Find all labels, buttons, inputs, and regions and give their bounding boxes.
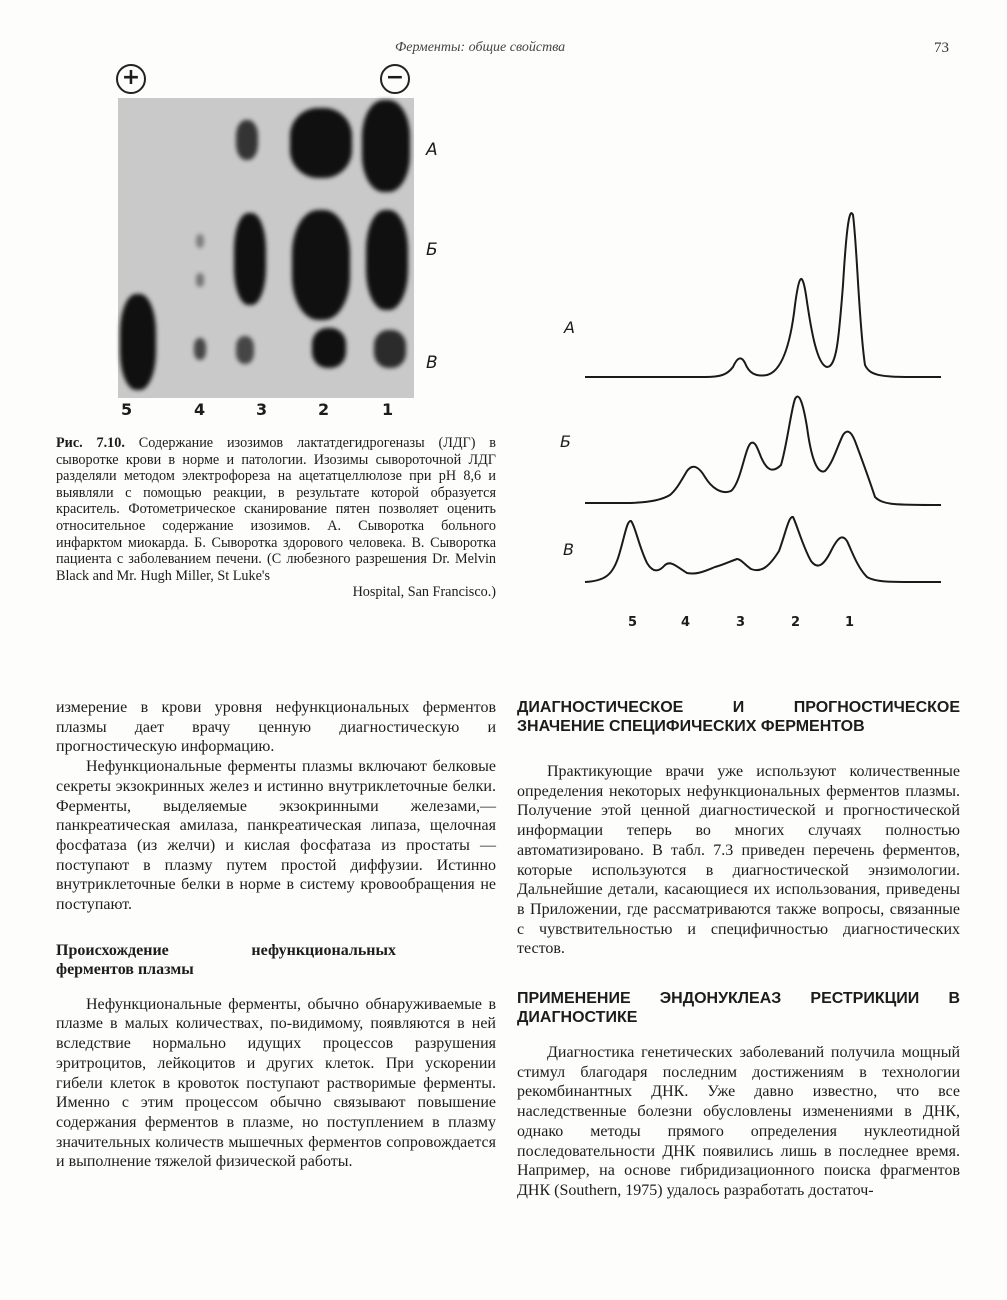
gel-band: [234, 213, 266, 305]
negative-electrode-icon: −: [380, 64, 410, 94]
densitometer-row-label: В: [563, 540, 574, 559]
gel-band: [362, 100, 410, 192]
caption-label: Рис. 7.10.: [56, 435, 125, 451]
gel-lane-label: 1: [382, 400, 394, 419]
densitometer-peak-label: 4: [681, 615, 691, 630]
gel-lane-label: 4: [194, 400, 206, 419]
right-paragraph-1: Практикующие врачи уже используют количественные определения некоторых нефункциональных ферментов плазмы. Получение этой ценной диагностической и прогностической информации теперь во многих случаях полностью автоматизировано. В табл. 7.3 приведен перечень ферментов, которые используются в диагностической энзимологии. Дальнейшие детали, касающиеся их использования, приведены в Приложении, где рассматриваются также вопросы, связанные с чувствительностью и специфичностью диагностических тестов.: [517, 763, 960, 958]
trace-b: [585, 397, 941, 505]
gel-row-label: А: [426, 140, 438, 160]
densitometer-peak-label: 3: [736, 615, 746, 630]
densitometer-row-label: Б: [560, 432, 571, 451]
right-section-heading-1: ДИАГНОСТИЧЕСКОЕ И ПРОГНОСТИЧЕСКОЕ ЗНАЧЕНИЕ СПЕЦИФИЧЕСКИХ ФЕРМЕНТОВ: [517, 699, 960, 735]
gel-band: [196, 273, 204, 287]
caption-text: Содержание изозимов лактатдегидрогеназы (ЛДГ) в сыворотке крови в норме и патологии. Изозимы сывороточной ЛДГ разделяли методом электрофореза на ацетатцеллюлозе при pH 8,6 и выявляли с помощью реакции, в результате которой образуется краситель. Фотометрическое сканирование пятен позволяет оценить относительное содержание изозимов. А. Сыворотка больного инфарктом миокарда. Б. Сыворотка здорового человека. В. Сыворотка пациента с заболеванием печени. (С любезного разрешения Dr. Melvin Black and Mr. Hugh Miller, St Luke's: [56, 435, 497, 584]
trace-a: [585, 213, 941, 377]
gel-band: [290, 108, 352, 178]
right-section-heading-2: ПРИМЕНЕНИЕ ЭНДОНУКЛЕАЗ РЕСТРИКЦИИ В ДИАГНОСТИКЕ: [517, 990, 960, 1027]
right-paragraph-2: Диагностика генетических заболеваний получила мощный стимул благодаря последним достижениям в технологии рекомбинантных ДНК. Уже давно известно, что все наследственные болезни обусловлены изменениями в ДНК, однако методы прямого определения нуклеотидной последовательности ДНК появились лишь в последнее время. Например, на основе гибридизационного поиска фрагментов ДНК (Southern, 1975) удалось разработать достаточ-: [517, 1044, 960, 1199]
gel-band: [312, 328, 346, 368]
gel-band: [366, 210, 408, 310]
densitometer-peak-label: 2: [791, 615, 801, 630]
gel-lane-label: 2: [318, 400, 330, 419]
left-column: [56, 698, 496, 1172]
figure-caption: [56, 435, 496, 601]
page-number: 73: [934, 40, 949, 56]
left-paragraph-3: Нефункциональные ферменты, обычно обнаруживаемые в плазме в малых количествах, по-видимому, появляются в ней вследствие нормально идущих процессов разрушения эритроцитов, лейкоцитов и других клеток. При ускорении гибели клеток в кровоток поступают растворимые ферменты. Именно с этим процессом обычно связывают повышение содержания ферментов в плазме, но поступлением в плазму значительных количеств мышечных ферментов сопровождается и выполнение тяжелой физической работы.: [56, 995, 496, 1171]
densitometer-peak-label: 5: [628, 615, 638, 630]
left-paragraph-1: измерение в крови уровня нефункциональных ферментов плазмы дает врачу ценную диагностическую и прогностическую информацию.: [56, 699, 496, 756]
gel-band: [196, 234, 204, 248]
densitometer-traces: [555, 195, 955, 595]
caption-tail: Hospital, San Francisco.): [352, 584, 496, 601]
left-section-heading: Происхождение нефункциональных ферментов плазмы: [56, 941, 396, 978]
densitometer-peak-label: 1: [845, 615, 855, 630]
gel-lane-label: 5: [121, 400, 133, 419]
densitometer-row-label: А: [564, 318, 575, 337]
gel-lane-label: 3: [256, 400, 268, 419]
electrophoresis-gel-image: [118, 98, 414, 398]
running-head: Ферменты: общие свойства: [395, 40, 566, 55]
gel-row-label: Б: [426, 240, 438, 260]
left-paragraph-2: Нефункциональные ферменты плазмы включают белковые секреты экзокринных желез и истинно внутриклеточные белки. Ферменты, выделяемые экзокринными железами,— панкреатическая амилаза, панкреатическая липаза, щелочная фосфатаза (из желчи) и кислая фосфатаза из простаты — поступают в плазму путем простой диффузии. Истинно внутриклеточные белки в норме в систему кровообращения не поступают.: [56, 758, 496, 914]
gel-band: [292, 210, 350, 320]
gel-band: [236, 336, 254, 364]
gel-band: [120, 294, 156, 390]
gel-band: [194, 338, 206, 360]
gel-band: [374, 330, 406, 368]
gel-band: [236, 120, 258, 160]
positive-electrode-icon: +: [116, 64, 146, 94]
right-column: [517, 698, 960, 1201]
trace-c: [585, 517, 941, 582]
gel-row-label: В: [426, 353, 438, 373]
